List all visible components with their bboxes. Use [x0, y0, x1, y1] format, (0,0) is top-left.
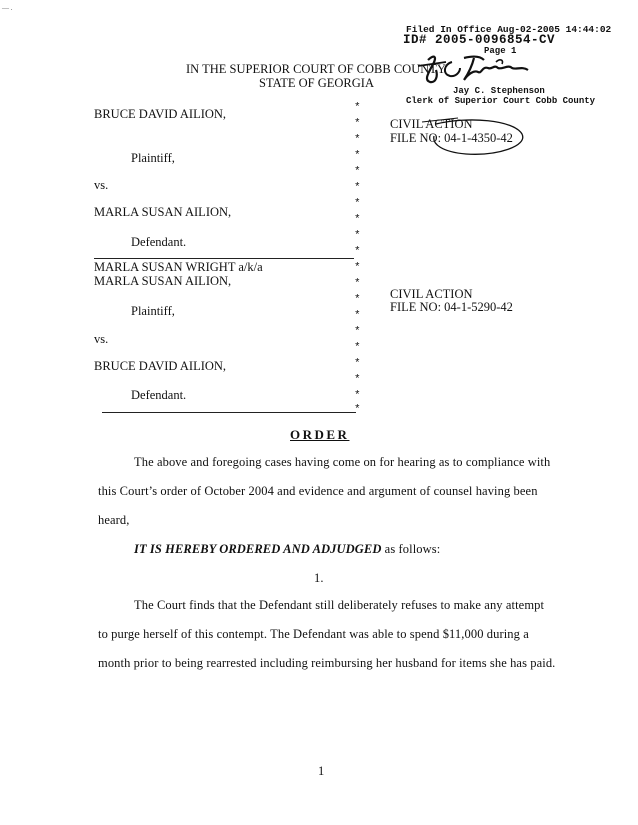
stamp-clerk-title: Clerk of Superior Court Cobb County: [406, 96, 596, 106]
court-heading-line1: IN THE SUPERIOR COURT OF COBB COUNTY: [186, 62, 446, 76]
ordered-rest-text: as follows:: [381, 542, 441, 556]
order-para1-line1: The above and foregoing cases having come on for hearing as to compliance with: [134, 455, 551, 469]
case1-defendant-name: MARLA SUSAN AILION,: [94, 205, 232, 219]
caption-bottom-rule: [102, 412, 356, 413]
caption-star: *: [354, 230, 361, 242]
case1-plaintiff-name: BRUCE DAVID AILION,: [94, 107, 227, 121]
file-no-circle-mark: [418, 112, 530, 162]
caption-star: *: [354, 182, 361, 194]
caption-star: *: [354, 278, 361, 290]
ordered-italic-text: IT IS HEREBY ORDERED AND ADJUDGED: [134, 542, 382, 556]
caption-star: *: [354, 310, 361, 322]
case-separator-rule: [94, 258, 354, 259]
case2-file-no: FILE NO: 04-1-5290-42: [390, 300, 513, 314]
caption-star: *: [354, 358, 361, 370]
section-number: 1.: [314, 571, 324, 585]
case1-civil-action: CIVIL ACTION: [390, 117, 473, 131]
caption-star: *: [354, 134, 361, 146]
case2-defendant-label: Defendant.: [131, 388, 187, 402]
corner-mark: — .: [2, 4, 13, 12]
caption-star: *: [354, 326, 361, 338]
stamp-filed-line: Filed In Office Aug-02-2005 14:44:02: [406, 24, 612, 35]
caption-star: *: [354, 294, 361, 306]
case2-plaintiff-label: Plaintiff,: [131, 304, 175, 318]
case2-civil-action: CIVIL ACTION: [390, 287, 473, 301]
order-para1-line2: this Court’s order of October 2004 and evidence and argument of counsel having been: [98, 484, 538, 498]
order-para2-line3: month prior to being rearrested including reimbursing her husband for items she has paid.: [98, 656, 556, 670]
ordered-and-adjudged-line: [134, 542, 440, 557]
caption-star: *: [354, 342, 361, 354]
case1-vs: vs.: [94, 178, 109, 192]
case1-file-no: FILE NO: 04-1-4350-42: [390, 131, 513, 145]
caption-star: *: [354, 246, 361, 258]
caption-star: *: [354, 390, 361, 402]
caption-star: *: [354, 374, 361, 386]
caption-star: *: [354, 214, 361, 226]
stamp-page-line: Page 1: [484, 46, 517, 56]
case2-plaintiff-name-line1: MARLA SUSAN WRIGHT a/k/a: [94, 260, 263, 274]
case2-plaintiff-name-line2: MARLA SUSAN AILION,: [94, 274, 232, 288]
stamp-id-line: ID# 2005-0096854-CV: [403, 33, 556, 47]
order-title: ORDER: [290, 427, 350, 442]
caption-star: *: [354, 102, 361, 114]
caption-star: *: [354, 262, 361, 274]
caption-star: *: [354, 166, 361, 178]
court-heading-line2: STATE OF GEORGIA: [259, 76, 374, 90]
order-para2-line1: The Court finds that the Defendant still deliberately refuses to make any attempt: [134, 598, 545, 612]
case2-vs: vs.: [94, 332, 109, 346]
order-para2-line2: to purge herself of this contempt. The Defendant was able to spend $11,000 during a: [98, 627, 529, 641]
caption-star: *: [354, 118, 361, 130]
case2-defendant-name: BRUCE DAVID AILION,: [94, 359, 227, 373]
caption-star: *: [354, 150, 361, 162]
case1-plaintiff-label: Plaintiff,: [131, 151, 175, 165]
stamp-clerk-name: Jay C. Stephenson: [453, 86, 545, 96]
caption-star: *: [354, 198, 361, 210]
case1-defendant-label: Defendant.: [131, 235, 187, 249]
caption-star: *: [354, 404, 361, 416]
order-para1-line3: heard,: [98, 513, 130, 527]
page-number: 1: [318, 764, 325, 778]
